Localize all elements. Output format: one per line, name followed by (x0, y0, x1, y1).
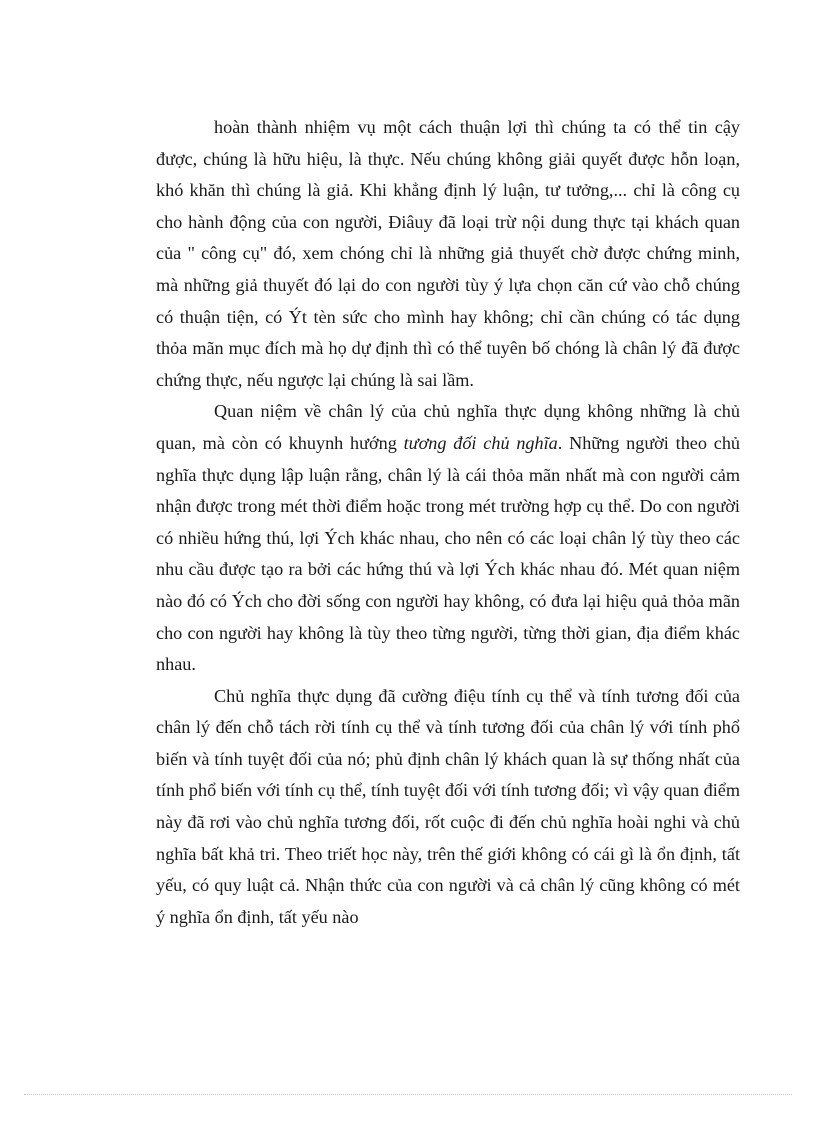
page-footer-divider (24, 1094, 792, 1095)
paragraph-2-after: . Những người theo chủ nghĩa thực dụng lập luận rằng, chân lý là cái thỏa mãn nhất mà con người cảm nhận được trong mét thời điểm hoặc trong mét trường hợp cụ thể. Do con người có nhiều hứng thú, lợi Ých khác nhau, cho nên có các loại chân lý tùy theo các nhu cầu được tạo ra bởi các hứng thú và lợi Ých khác nhau đó. Mét quan niệm nào đó có Ých cho đời sống con người hay không, có đưa lại hiệu quả thỏa mãn cho con người hay không là tùy theo từng người, từng thời gian, địa điểm khác nhau. (156, 432, 741, 675)
paragraph-1: hoàn thành nhiệm vụ một cách thuận lợi thì chúng ta có thể tin cậy được, chúng là hữu hiệu, là thực. Nếu chúng không giải quyết được hỗn loạn, khó khăn thì chúng là giả. Khi khẳng định lý luận, tư tưởng,... chỉ là công cụ cho hành động của con người, Điâuy đã loại trừ nội dung thực tại khách quan của " công cụ" đó, xem chóng chỉ là những giả thuyết chờ được chứng minh, mà những giả thuyết đó lại do con người tùy ý lựa chọn căn cứ vào chỗ chúng có thuận tiện, có Ýt tèn sức cho mình hay không; chỉ cần chúng có tác dụng thỏa mãn mục đích mà họ dự định thì có thể tuyên bố chóng là chân lý đã được chứng thực, nếu ngược lại chúng là sai lầm. (156, 117, 740, 390)
paragraph-3: Chủ nghĩa thực dụng đã cường điệu tính cụ thể và tính tương đối của chân lý đến chỗ tách rời tính cụ thể và tính tương đối của chân lý với tính phổ biến và tính tuyệt đối của nó; phủ định chân lý khách quan là sự thống nhất của tính phổ biến với tính cụ thể, tính tuyệt đối với tính tương đối; vì vậy quan điểm này đã rơi vào chủ nghĩa tương đối, rốt cuộc đi đến chủ nghĩa hoài nghi và chủ nghĩa bất khả tri. Theo triết học này, trên thế giới không có cái gì là ổn định, tất yếu, có quy luật cả. Nhận thức của con người và cả chân lý cũng không có mét ý nghĩa ổn định, tất yếu nào (156, 685, 740, 927)
paragraph-2-emphasis: tương đối chủ nghĩa (403, 432, 558, 453)
paragraph-2-before: Quan niệm về chân lý của chủ nghĩa thực dụng không những là chủ quan, mà còn có khuynh hướng (156, 401, 740, 453)
paragraph-2 (156, 396, 740, 680)
document-page (156, 112, 740, 933)
